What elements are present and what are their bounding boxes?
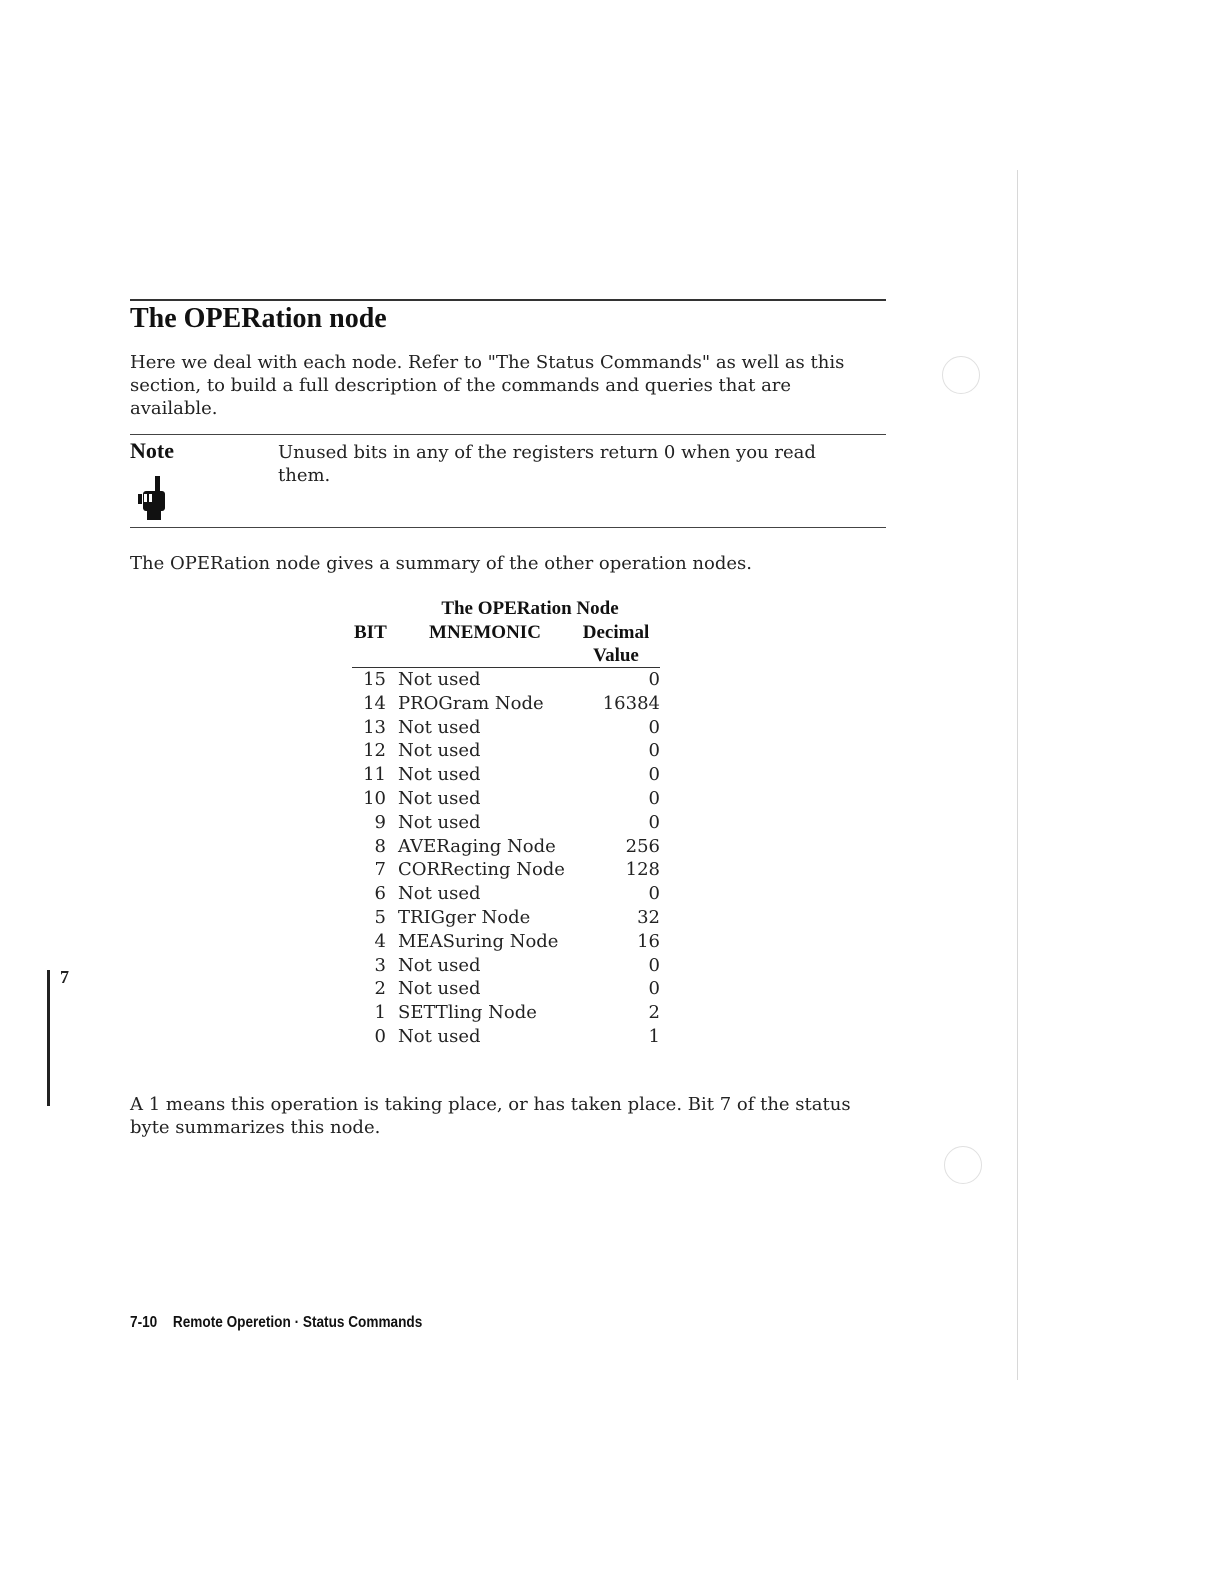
value-cell: 2 xyxy=(648,1002,660,1024)
bit-cell: 3 xyxy=(374,954,386,976)
top-rule xyxy=(130,299,886,301)
header-decimal-value xyxy=(572,621,660,668)
bit-cell: 10 xyxy=(363,787,386,809)
table-row xyxy=(352,1001,660,1025)
page-edge-line xyxy=(1017,170,1018,1380)
value-cell: 0 xyxy=(648,811,660,833)
bit-cell: 6 xyxy=(374,883,386,905)
table-row xyxy=(352,835,660,859)
mnemonic-cell: Not used xyxy=(398,954,481,976)
bit-cell: 15 xyxy=(363,669,386,690)
intro-paragraph: Here we deal with each node. Refer to "The Status Commands" as well as this section, to build a full description of the commands and queries that are available. xyxy=(130,352,845,419)
page-footer xyxy=(130,1314,422,1332)
table-row xyxy=(352,692,660,716)
bit-cell: 2 xyxy=(374,978,386,1000)
header-decimal-line1: Decimal xyxy=(582,622,650,643)
table-row xyxy=(352,906,660,930)
mnemonic-cell: AVERaging Node xyxy=(398,835,556,857)
header-mnemonic: MNEMONIC xyxy=(398,621,572,668)
operation-node-table xyxy=(352,621,660,1049)
table-row xyxy=(352,787,660,811)
mnemonic-cell: Not used xyxy=(398,764,481,786)
mnemonic-cell: Not used xyxy=(398,883,481,905)
table-row xyxy=(352,739,660,763)
value-cell: 32 xyxy=(637,906,660,928)
bit-cell: 5 xyxy=(374,906,386,928)
bit-cell: 7 xyxy=(374,859,386,881)
footer-running-title: Remote Operetion · Status Commands xyxy=(172,1314,423,1331)
table-row xyxy=(352,858,660,882)
value-cell: 16384 xyxy=(602,692,660,714)
bit-cell: 12 xyxy=(363,740,386,762)
bit-cell: 13 xyxy=(363,716,386,738)
value-cell: 0 xyxy=(648,787,660,809)
value-cell: 0 xyxy=(648,740,660,762)
bit-cell: 14 xyxy=(363,692,386,714)
bit-cell: 1 xyxy=(374,1002,386,1024)
pointing-hand-icon xyxy=(134,474,174,524)
value-cell: 0 xyxy=(648,764,660,786)
mnemonic-cell: Not used xyxy=(398,669,481,690)
mnemonic-cell: SETTling Node xyxy=(398,1002,537,1024)
mnemonic-cell: Not used xyxy=(398,716,481,738)
value-cell: 1 xyxy=(648,1025,660,1047)
mnemonic-cell: Not used xyxy=(398,787,481,809)
mnemonic-cell: Not used xyxy=(398,811,481,833)
closing-paragraph: A 1 means this operation is taking place, or has taken place. Bit 7 of the status byte summarizes this node. xyxy=(130,1094,851,1138)
mnemonic-cell: Not used xyxy=(398,1025,481,1047)
value-cell: 16 xyxy=(637,930,660,952)
chapter-tab-number: 7 xyxy=(60,967,69,987)
punch-hole-bottom xyxy=(944,1146,982,1184)
summary-paragraph: The OPERation node gives a summary of the other operation nodes. xyxy=(130,553,752,574)
bit-cell: 9 xyxy=(374,811,386,833)
value-cell: 0 xyxy=(648,978,660,1000)
note-bottom-rule xyxy=(130,527,886,528)
note-label: Note xyxy=(130,438,174,463)
table-row xyxy=(352,763,660,787)
mnemonic-cell: CORRecting Node xyxy=(398,859,565,881)
bit-cell: 8 xyxy=(374,835,386,857)
bit-cell: 4 xyxy=(374,930,386,952)
table-caption: The OPERation Node xyxy=(441,598,619,619)
value-cell: 128 xyxy=(625,859,660,881)
mnemonic-cell: MEASuring Node xyxy=(398,930,559,952)
table-row xyxy=(352,977,660,1001)
section-title: The OPERation node xyxy=(130,303,387,334)
mnemonic-cell: Not used xyxy=(398,740,481,762)
table-row xyxy=(352,954,660,978)
table-row xyxy=(352,716,660,740)
footer-page-number: 7-10 xyxy=(130,1314,158,1331)
mnemonic-cell: Not used xyxy=(398,978,481,1000)
value-cell: 0 xyxy=(648,716,660,738)
note-text: Unused bits in any of the registers return 0 when you read them. xyxy=(278,442,816,486)
punch-hole-top xyxy=(942,356,980,394)
table-row xyxy=(352,882,660,906)
value-cell: 0 xyxy=(648,883,660,905)
value-cell: 256 xyxy=(625,835,660,857)
value-cell: 0 xyxy=(648,954,660,976)
value-cell: 0 xyxy=(648,669,660,690)
table-row xyxy=(352,930,660,954)
mnemonic-cell: TRIGger Node xyxy=(398,906,531,928)
bit-cell: 0 xyxy=(374,1025,386,1047)
table-row xyxy=(352,811,660,835)
bit-cell: 11 xyxy=(363,764,386,786)
header-decimal-line2: Value xyxy=(593,645,639,666)
table-row xyxy=(352,668,660,692)
table-row xyxy=(352,1025,660,1049)
note-top-rule xyxy=(130,434,886,435)
header-bit: BIT xyxy=(352,621,398,668)
operation-node-table-block xyxy=(352,597,662,1049)
chapter-marker-bar xyxy=(47,970,50,1106)
mnemonic-cell: PROGram Node xyxy=(398,692,544,714)
